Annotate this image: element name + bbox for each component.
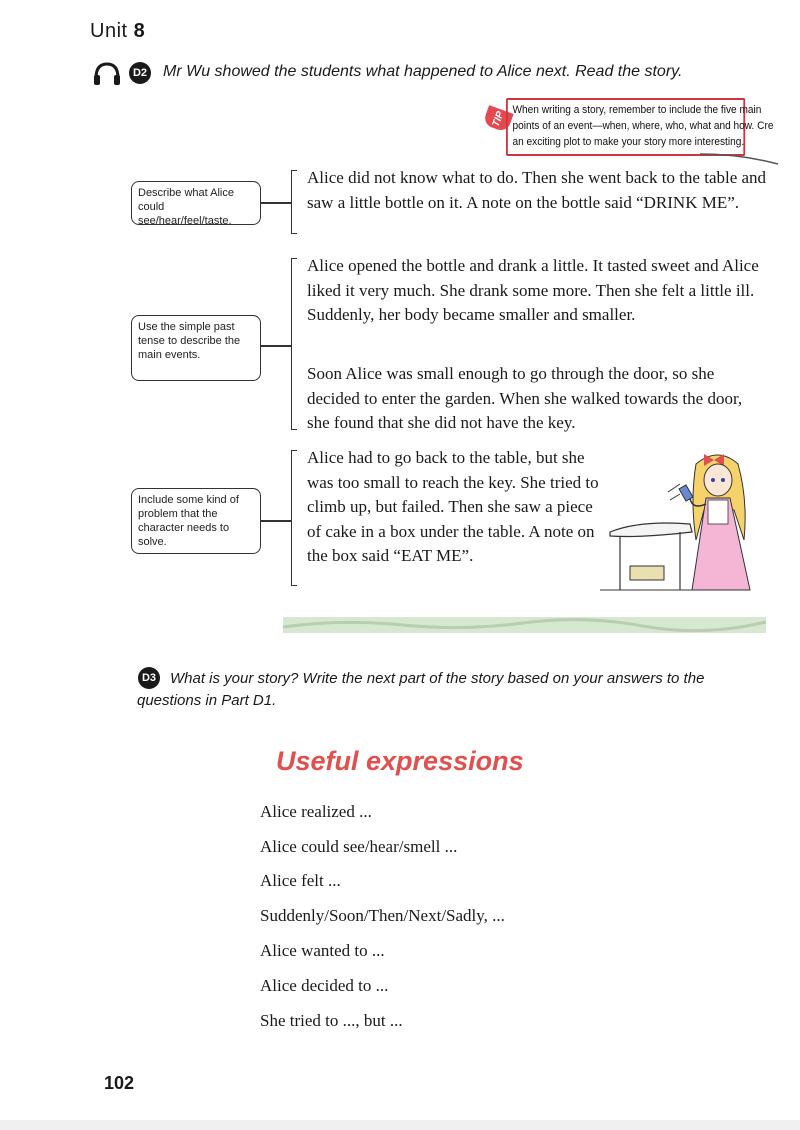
- callout-describe-senses: Describe what Alice could see/hear/feel/taste.: [131, 181, 261, 225]
- expression-item: Alice realized ...: [260, 802, 372, 821]
- paragraph-bracket: [291, 258, 297, 430]
- d2-badge: D2: [129, 62, 151, 84]
- expression-item: Alice could see/hear/smell ...: [260, 837, 458, 856]
- story-paragraph-3: Soon Alice was small enough to go through the door, so she decided to enter the garden. When she walked towards the door, she found that she did not have the key.: [307, 364, 743, 432]
- useful-expressions-title: Useful expressions: [276, 746, 524, 776]
- connector-line: [261, 520, 291, 522]
- callout-problem: Include some kind of problem that the character needs to solve.: [131, 488, 261, 554]
- alice-illustration: [600, 440, 780, 600]
- story-paragraph-4: Alice had to go back to the table, but she was too small to reach the key. She tried to climb up, but failed. Then she saw a piece of cake in a box under the table. A note on the box said “EAT ME”.: [307, 448, 599, 565]
- paragraph-bracket: [291, 450, 297, 586]
- page-number: 102: [104, 1073, 135, 1093]
- connector-line: [261, 345, 291, 347]
- unit-label: Unit: [90, 20, 128, 42]
- headphones-icon[interactable]: [92, 60, 122, 86]
- callout-past-tense: Use the simple past tense to describe the main events.: [131, 315, 261, 381]
- d3-instruction: What is your story? Write the next part of the story based on your answers to the questions in Part D1.: [137, 670, 705, 709]
- paragraph-bracket: [291, 170, 297, 234]
- tip-line: an exciting plot to make your story more interesting.: [512, 136, 745, 148]
- bottom-edge: [0, 1120, 800, 1130]
- expression-item: Alice wanted to ...: [260, 941, 385, 960]
- tip-line: points of an event—when, where, who, what and how. Cre: [512, 120, 774, 132]
- unit-heading: [90, 20, 145, 43]
- d2-instruction: Mr Wu showed the students what happened to Alice next. Read the story.: [163, 63, 683, 80]
- tip-box: [506, 98, 774, 156]
- expression-item: Suddenly/Soon/Then/Next/Sadly, ...: [260, 906, 505, 925]
- d3-badge: D3: [138, 667, 160, 689]
- tip-line: When writing a story, remember to include the five main: [512, 104, 762, 116]
- expression-item: Alice decided to ...: [260, 976, 389, 995]
- tip-tag: TIP: [482, 105, 513, 133]
- expression-item: She tried to ..., but ...: [260, 1011, 403, 1030]
- grass-strip-decoration: [283, 617, 766, 633]
- expression-item: Alice felt ...: [260, 871, 341, 890]
- tip-swoosh-decoration: [700, 150, 780, 166]
- story-paragraph-1: Alice did not know what to do. Then she went back to the table and saw a little bottle on it. A note on the bottle said “DRINK ME”.: [307, 168, 767, 212]
- story-paragraph-2: Alice opened the bottle and drank a little. It tasted sweet and Alice liked it very much. She drank some more. Then she felt a little ill. Suddenly, her body became smaller and smaller.: [307, 256, 759, 324]
- connector-line: [261, 202, 291, 204]
- unit-number: 8: [133, 20, 146, 42]
